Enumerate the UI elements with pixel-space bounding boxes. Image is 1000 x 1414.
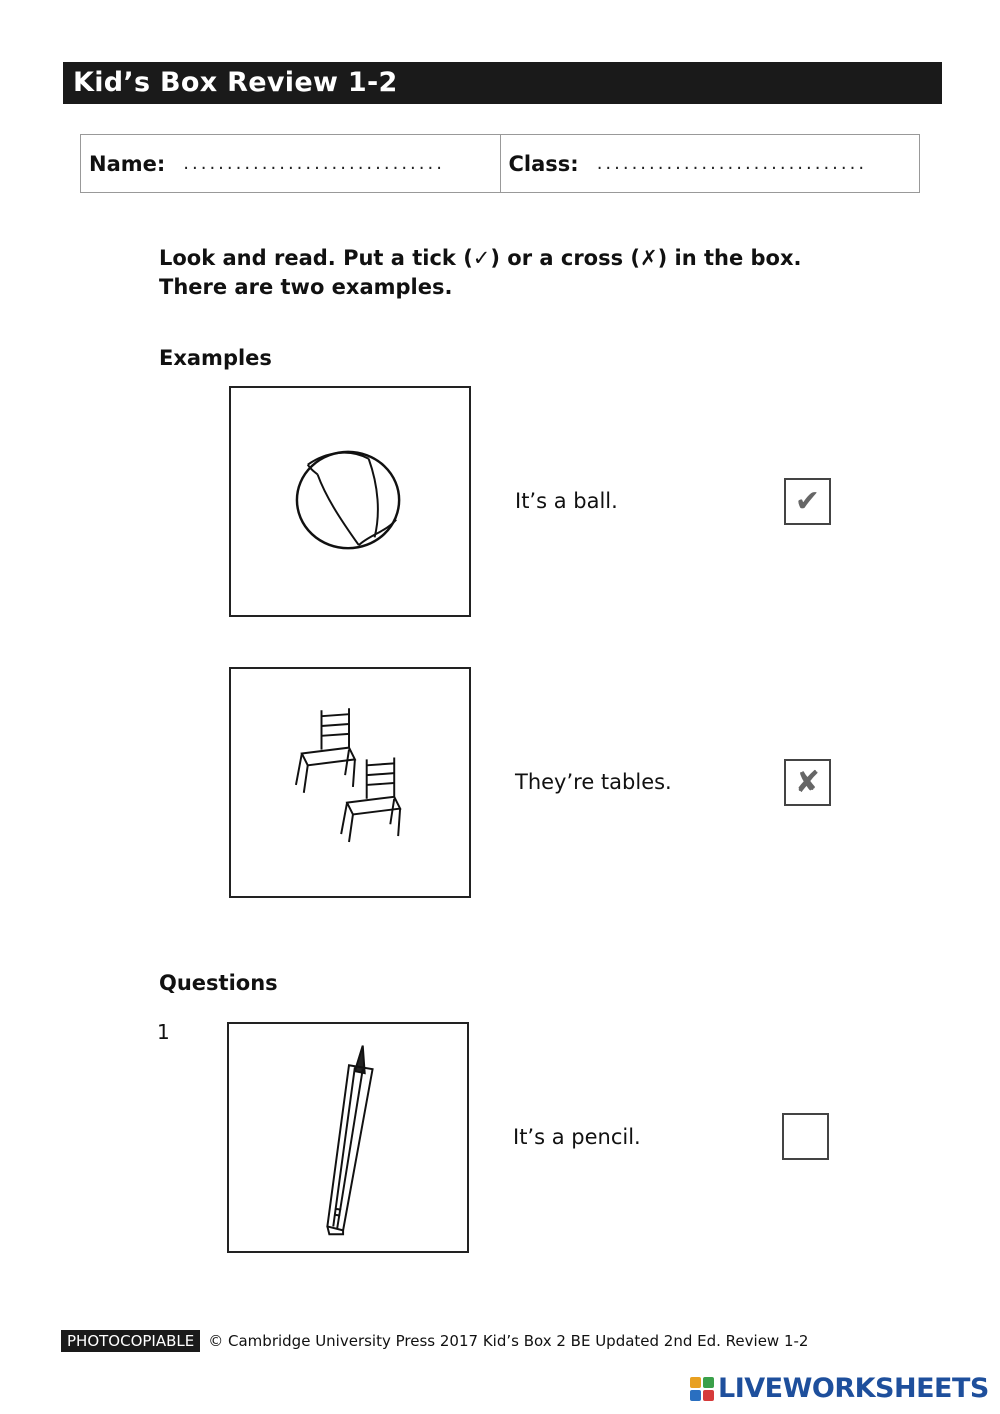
class-field[interactable] bbox=[500, 135, 920, 192]
question-1-picture bbox=[227, 1022, 469, 1253]
footer bbox=[61, 1330, 808, 1352]
questions-heading: Questions bbox=[159, 971, 278, 995]
name-label: Name: bbox=[89, 151, 166, 176]
example-1-answer-box: ✔ bbox=[784, 478, 831, 525]
student-info-table bbox=[80, 134, 920, 193]
instructions bbox=[159, 244, 802, 302]
examples-heading: Examples bbox=[159, 346, 272, 370]
liveworksheets-logo-icon bbox=[690, 1377, 714, 1401]
ball-icon bbox=[231, 388, 469, 615]
question-1-answer-box[interactable] bbox=[782, 1113, 829, 1160]
liveworksheets-text: LIVEWORKSHEETS bbox=[718, 1373, 989, 1404]
class-label: Class: bbox=[508, 151, 579, 176]
example-1-sentence: It’s a ball. bbox=[515, 489, 618, 513]
question-1-sentence: It’s a pencil. bbox=[513, 1125, 641, 1149]
instruction-line-2: There are two examples. bbox=[159, 275, 453, 299]
name-dots: .............................. bbox=[183, 153, 445, 174]
chairs-icon bbox=[231, 669, 469, 896]
instruction-line-1: Look and read. Put a tick (✓) or a cross (✗) in the box. bbox=[159, 246, 802, 270]
question-1-number: 1 bbox=[157, 1020, 170, 1044]
example-2-picture bbox=[229, 667, 471, 898]
copyright-text: © Cambridge University Press 2017 Kid’s Box 2 BE Updated 2nd Ed. Review 1-2 bbox=[208, 1332, 809, 1350]
liveworksheets-branding[interactable] bbox=[690, 1373, 989, 1404]
class-dots: ............................... bbox=[596, 153, 868, 174]
photocopiable-badge: PHOTOCOPIABLE bbox=[61, 1330, 200, 1352]
example-2-sentence: They’re tables. bbox=[515, 770, 672, 794]
example-2-answer-box: ✘ bbox=[784, 759, 831, 806]
pencil-icon bbox=[229, 1024, 467, 1251]
example-1-picture bbox=[229, 386, 471, 617]
page-title: Kid’s Box Review 1-2 bbox=[63, 62, 942, 104]
name-field[interactable] bbox=[81, 135, 500, 192]
